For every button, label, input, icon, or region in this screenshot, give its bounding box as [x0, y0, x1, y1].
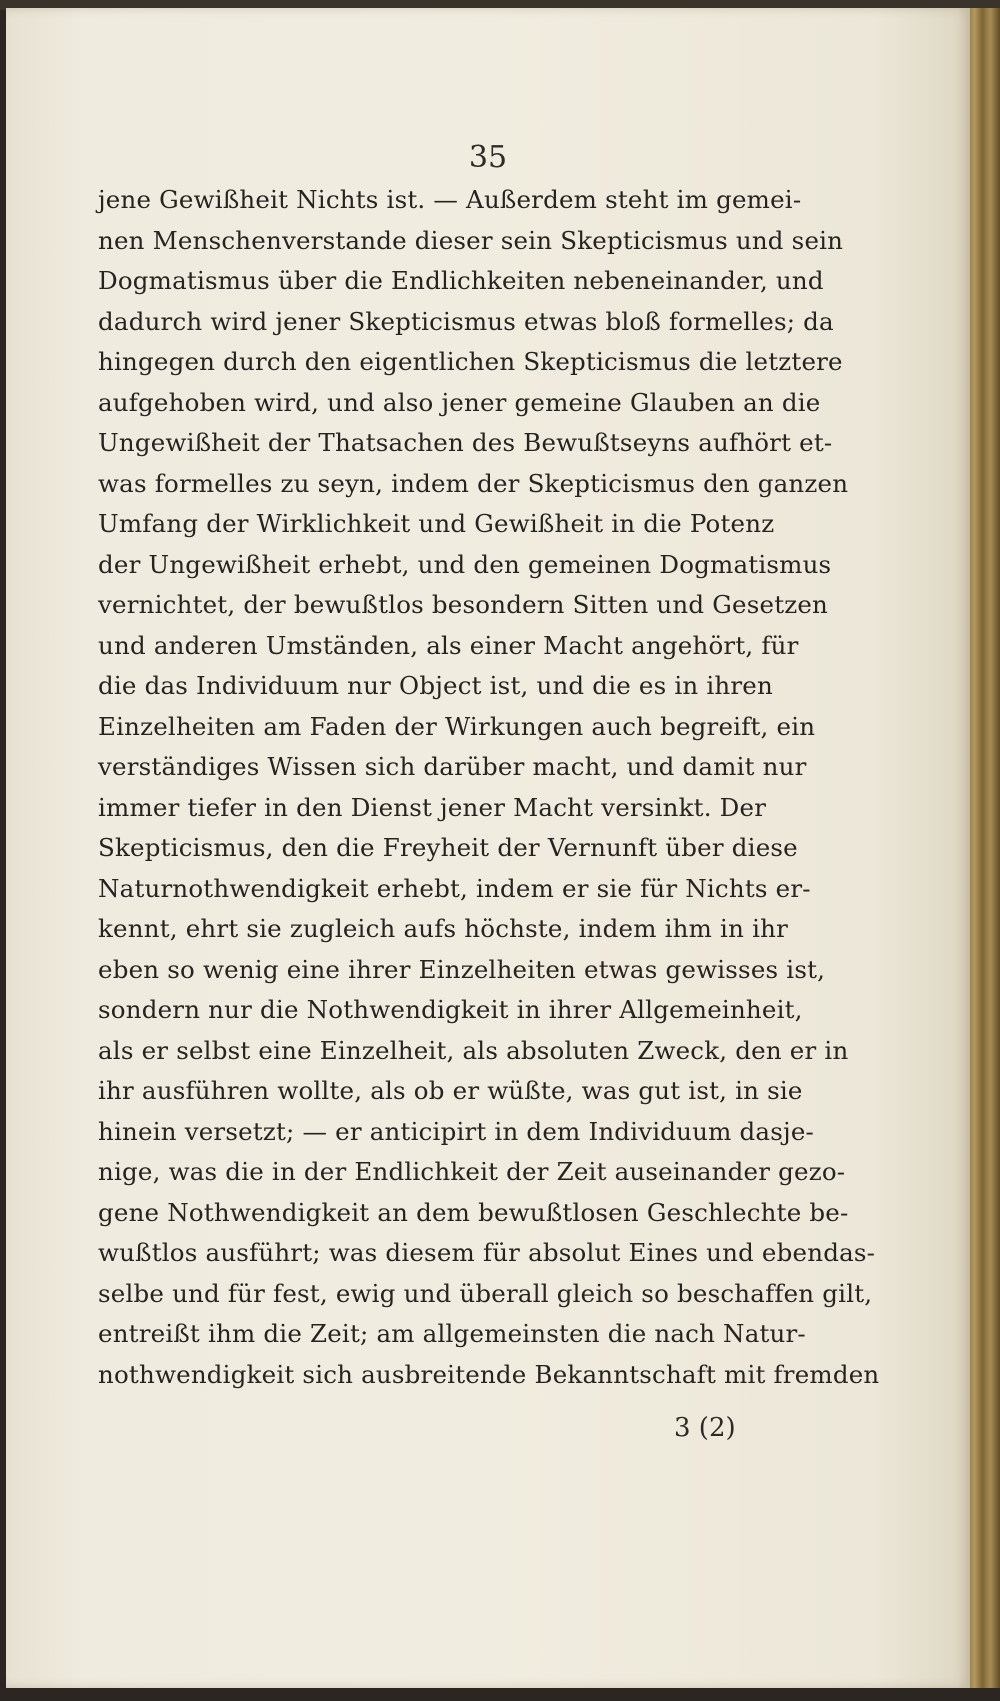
- text-line: hinein versetzt; — er anticipirt in dem Individuum dasje-: [98, 1116, 814, 1146]
- text-line: gene Nothwendigkeit an dem bewußtlosen Geschlechte be-: [98, 1197, 849, 1227]
- book-page: [6, 8, 970, 1688]
- text-line: Dogmatismus über die Endlichkeiten nebeneinander, und: [98, 266, 824, 295]
- text-line: dadurch wird jener Skepticismus etwas bloß formelles; da: [98, 306, 834, 336]
- text-line: nen Menschenverstande dieser sein Skepticismus und sein: [98, 225, 844, 255]
- text-line: hingegen durch den eigentlichen Skepticismus die letztere: [98, 347, 843, 376]
- text-line: nothwendigkeit sich ausbreitende Bekanntschaft mit fremden: [98, 1359, 880, 1389]
- text-line: als er selbst eine Einzelheit, als absoluten Zweck, den er in: [98, 1035, 849, 1065]
- body-text: [98, 180, 880, 1395]
- text-line: ihr ausführen wollte, als ob er wüßte, was gut ist, in sie: [98, 1076, 803, 1105]
- text-line: Skepticismus, den die Freyheit der Vernunft über diese: [98, 833, 798, 862]
- book-binding-edge: [968, 8, 1000, 1688]
- text-line: Einzelheiten am Faden der Wirkungen auch begreift, ein: [98, 711, 816, 741]
- text-line: wußtlos ausführt; was diesem für absolut Eines und ebendas-: [98, 1238, 876, 1267]
- text-line: aufgehoben wird, und also jener gemeine Glauben an die: [98, 387, 821, 417]
- text-line: der Ungewißheit erhebt, und den gemeinen Dogmatismus: [98, 549, 832, 579]
- text-line: was formelles zu seyn, indem der Skepticismus den ganzen: [98, 468, 849, 498]
- text-line: entreißt ihm die Zeit; am allgemeinsten die nach Natur-: [98, 1319, 806, 1348]
- text-line: die das Individuum nur Object ist, und die es in ihren: [98, 671, 773, 700]
- text-line: vernichtet, der bewußtlos besondern Sitten und Gesetzen: [98, 590, 829, 619]
- page-number: 35: [468, 140, 508, 175]
- scan-bottom-edge: [0, 1688, 1000, 1701]
- text-line: Ungewißheit der Thatsachen des Bewußtseyns aufhört et-: [98, 428, 833, 457]
- text-line: kennt, ehrt sie zugleich aufs höchste, indem ihm in ihr: [98, 914, 788, 943]
- text-line: Umfang der Wirklichkeit und Gewißheit in die Potenz: [98, 509, 775, 538]
- text-line: verständiges Wissen sich darüber macht, und damit nur: [98, 752, 807, 781]
- text-line: nige, was die in der Endlichkeit der Zeit auseinander gezo-: [98, 1157, 846, 1186]
- text-line: eben so wenig eine ihrer Einzelheiten etwas gewisses ist,: [98, 954, 826, 984]
- signature-mark: 3 (2): [674, 1413, 736, 1443]
- text-line: Naturnothwendigkeit erhebt, indem er sie für Nichts er-: [98, 873, 811, 903]
- text-line: und anderen Umständen, als einer Macht angehört, für: [98, 630, 799, 660]
- text-line: sondern nur die Nothwendigkeit in ihrer Allgemeinheit,: [98, 995, 803, 1024]
- text-line: jene Gewißheit Nichts ist. — Außerdem steht im gemei-: [98, 185, 802, 214]
- text-line: immer tiefer in den Dienst jener Macht versinkt. Der: [98, 792, 767, 822]
- text-line: selbe und für fest, ewig und überall gleich so beschaffen gilt,: [98, 1278, 873, 1308]
